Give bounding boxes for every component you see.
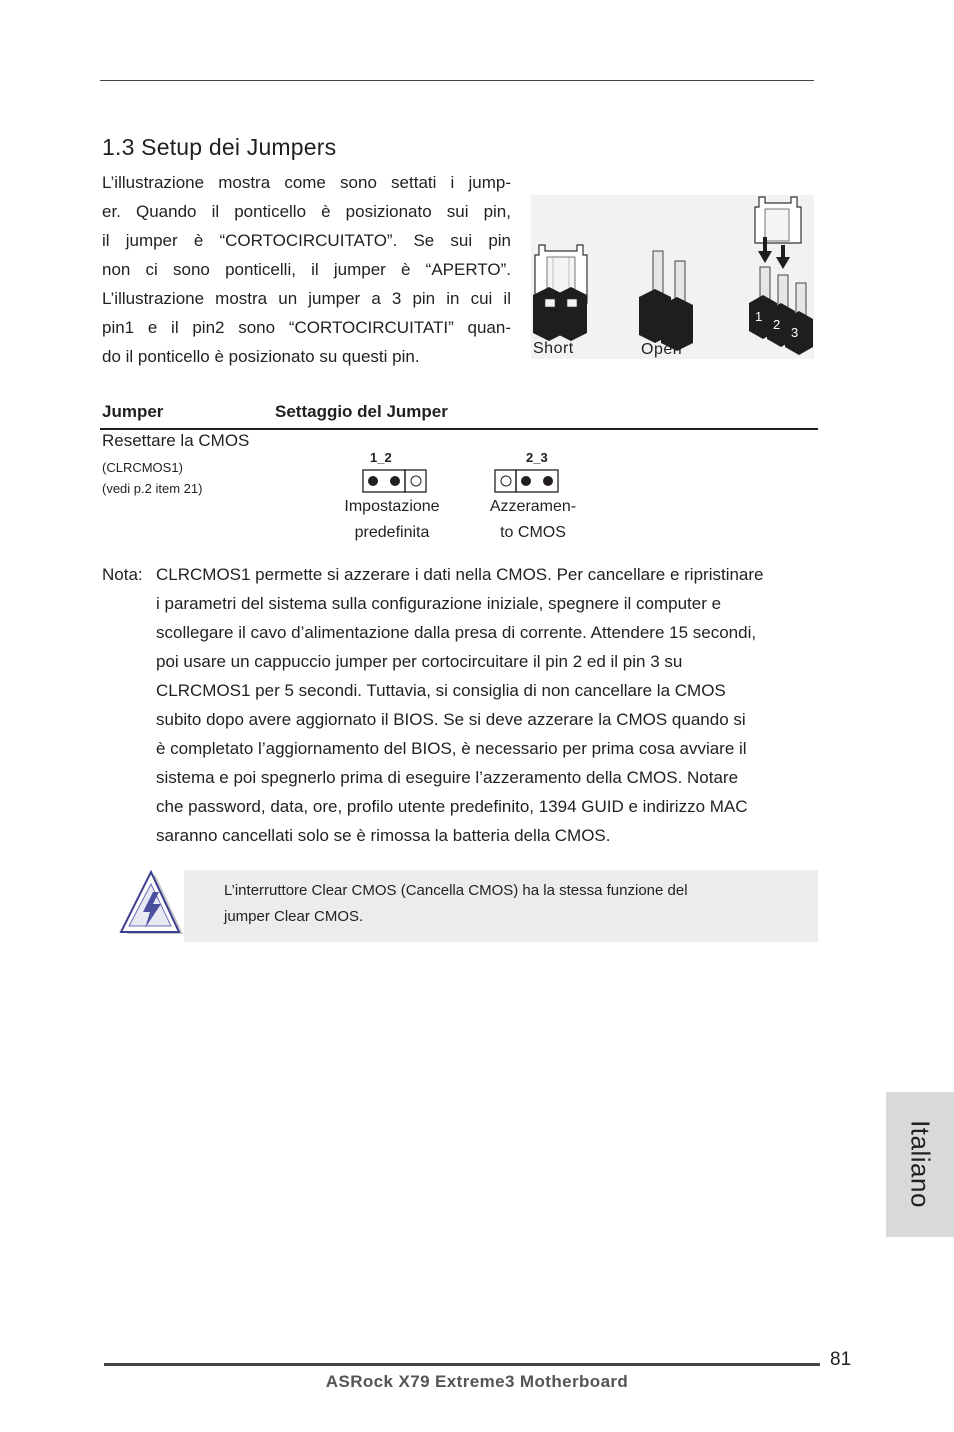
three-pin-jumper-icon [749, 197, 813, 355]
note-line: che password, data, ore, profilo utente predefinito, 1394 GUID e indirizzo MAC [156, 797, 748, 816]
note-line: è completato l’aggiornamento del BIOS, è necessario per prima cosa avviare il [156, 739, 747, 758]
intro-paragraph [102, 168, 511, 371]
col-header-setting: Settaggio del Jumper [275, 402, 448, 421]
short-jumper-icon [533, 245, 587, 341]
note-line: poi usare un cappuccio jumper per cortocircuitare il pin 2 ed il pin 3 su [156, 652, 683, 671]
short-label: Short [533, 340, 574, 357]
intro-line: pin1 e il pin2 sono “CORTOCIRCUITATI” quan- [102, 318, 511, 337]
section-title: 1.3 Setup dei Jumpers [102, 134, 337, 160]
pin-number: 3 [791, 325, 799, 340]
open-jumper-icon [639, 251, 693, 351]
footer-text: ASRock X79 Extreme3 Motherboard [325, 1372, 629, 1391]
note-line: subito dopo avere aggiornato il BIOS. Se si deve azzerare la CMOS quando si [156, 710, 746, 729]
pin-number: 1 [755, 309, 763, 324]
top-rule [100, 80, 814, 81]
note-line: scollegare il cavo d’alimentazione dalla presa di corrente. Attendere 15 secondi, [156, 623, 757, 642]
warning-triangle-icon [115, 870, 187, 938]
note-label: Nota: [102, 565, 143, 584]
intro-line: L’illustrazione mostra come sono settati i jump- [102, 173, 511, 192]
pin-number: 2 [773, 317, 781, 332]
note-line: saranno cancellati solo se è rimossa la batteria della CMOS. [156, 826, 611, 845]
table-header-rule [100, 428, 818, 430]
jumper-illustration [531, 195, 814, 359]
note-body [156, 560, 817, 850]
note-line: CLRCMOS1 per 5 secondi. Tuttavia, si consiglia di non cancellare la CMOS [156, 681, 726, 700]
caption-line: predefinita [354, 524, 430, 541]
page-number: 81 [830, 1349, 852, 1370]
bottom-rule [104, 1363, 820, 1366]
warning-line: L’interruttore Clear CMOS (Cancella CMOS) ha la stessa funzione del [224, 882, 688, 899]
caption-line: Impostazione [344, 498, 440, 515]
intro-line: L’illustrazione mostra un jumper a 3 pin in cui il [102, 289, 511, 308]
row-sub: (vedi p.2 item 21) [102, 481, 203, 496]
pins-label-1-2: 1_2 [370, 450, 392, 465]
col-header-jumper: Jumper [102, 402, 164, 421]
intro-line: do il ponticello è posizionato su questi pin. [102, 347, 420, 366]
language-tab-label: Italiano [905, 1120, 936, 1208]
warning-line: jumper Clear CMOS. [224, 908, 364, 925]
jumper-diagram-icon [531, 195, 814, 359]
setting2-caption [473, 494, 593, 546]
note-line: sistema e poi spegnerlo prima di eseguire l’azzeramento della CMOS. Notare [156, 768, 739, 787]
row-title: Resettare la CMOS [102, 431, 250, 450]
pins-label-2-3: 2_3 [526, 450, 548, 465]
intro-line: il jumper è “CORTOCIRCUITATO”. Se sui pin [102, 231, 511, 250]
open-label: Open [641, 341, 683, 358]
warning-text [224, 878, 784, 930]
caption-line: to CMOS [500, 524, 566, 541]
caption-line: Azzeramen- [489, 498, 577, 515]
footer-title [0, 1372, 954, 1392]
language-tab [886, 1092, 954, 1237]
intro-line: er. Quando il ponticello è posizionato sui pin, [102, 202, 511, 221]
note-line: CLRCMOS1 permette si azzerare i dati nella CMOS. Per cancellare e ripristinare [156, 565, 764, 584]
intro-line: non ci sono ponticelli, il jumper è “APERTO”. [102, 260, 511, 279]
jumper-1-2-icon [362, 469, 428, 494]
jumper-2-3-icon [494, 469, 560, 494]
row-sub: (CLRCMOS1) [102, 460, 183, 475]
note-line: i parametri del sistema sulla configurazione iniziale, spegnere il computer e [156, 594, 722, 613]
setting1-caption [332, 494, 452, 546]
